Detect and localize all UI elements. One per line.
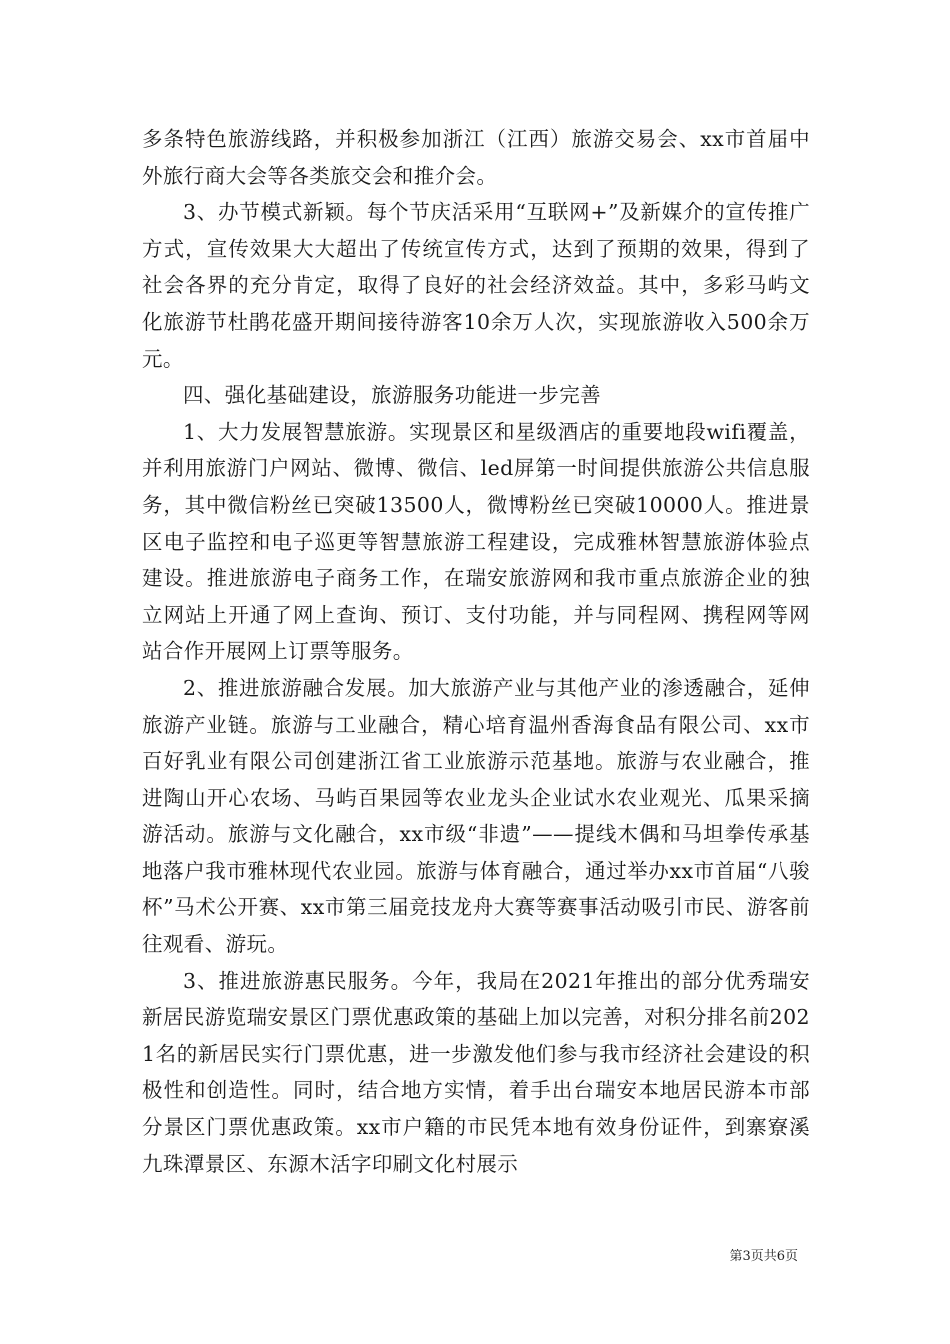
paragraph-integration: 2、推进旅游融合发展。加大旅游产业与其他产业的渗透融合，延伸旅游产业链。旅游与工业融合，精心培育温州香海食品有限公司、xx市百好乳业有限公司创建浙江省工业旅游示范基地。旅游与农业融合，推进陶山开心农场、马屿百果园等农业龙头企业试水农业观光、瓜果采摘游活动。旅游与文化融合，xx市级“非遗”——提线木偶和马坦拳传承基地落户我市雅林现代农业园。旅游与体育融合，通过举办xx市首届“八骏杯”马术公开赛、xx市第三届竞技龙舟大赛等赛事活动吸引市民、游客前往观看、游玩。 [142, 675, 810, 957]
paragraph-benefit-service: 3、推进旅游惠民服务。今年，我局在2021年推出的部分优秀瑞安新居民游览瑞安景区门票优惠政策的基础上加以完善，对积分排名前2021名的新居民实行门票优惠，进一步激发他们参与我市经济社会建设的积极性和创造性。同时，结合地方实情，着手出台瑞安本地居民游本市部分景区门票优惠政策。xx市户籍的市民凭本地有效身份证件，到寨寮溪九珠潭景区、东源木活字印刷文化村展示 [142, 968, 810, 1176]
document-body [142, 121, 810, 1182]
page-number: 第3页共6页 [729, 1249, 798, 1264]
section-heading-infrastructure: 四、强化基础建设，旅游服务功能进一步完善 [183, 383, 601, 408]
paragraph-smart-tourism: 1、大力发展智慧旅游。实现景区和星级酒店的重要地段wifi覆盖，并利用旅游门户网站、微博、微信、led屏第一时间提供旅游公共信息服务，其中微信粉丝已突破13500人，微博粉丝已突破10000人。推进景区电子监控和电子巡更等智慧旅游工程建设，完成雅林智慧旅游体验点建设。推进旅游电子商务工作，在瑞安旅游网和我市重点旅游企业的独立网站上开通了网上查询、预订、支付功能，并与同程网、携程网等网站合作开展网上订票等服务。 [142, 419, 810, 664]
paragraph-festival-mode: 3、办节模式新颖。每个节庆活采用“互联网+”及新媒介的宣传推广方式，宣传效果大大超出了传统宣传方式，达到了预期的效果，得到了社会各界的充分肯定，取得了良好的社会经济效益。其中，多彩马屿文化旅游节杜鹃花盛开期间接待游客10余万人次，实现旅游收入500余万元。 [142, 200, 810, 371]
paragraph-routes: 多条特色旅游线路，并积极参加浙江（江西）旅游交易会、xx市首届中外旅行商大会等各类旅交会和推介会。 [142, 127, 810, 188]
